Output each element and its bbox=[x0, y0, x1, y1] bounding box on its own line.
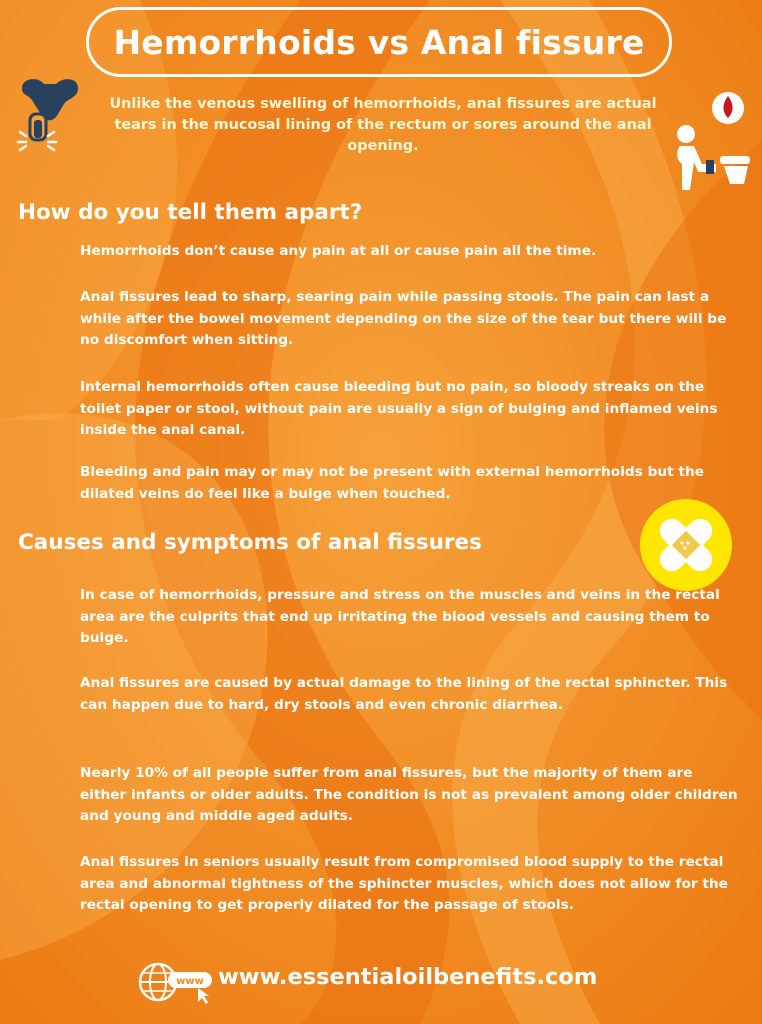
paragraph: Anal fissures lead to sharp, searing pain while passing stools. The pain can last a while after the bowel movement depending on the size of the tear but there will be no discomfort when sitting. bbox=[80, 289, 727, 348]
section-heading-2: Causes and symptoms of anal fissures bbox=[18, 530, 482, 555]
page-title: Hemorrhoids vs Anal fissure bbox=[113, 22, 645, 62]
section-heading-1: How do you tell them apart? bbox=[18, 200, 363, 225]
paragraph: Anal fissures in seniors usually result from compromised blood supply to the rectal area and abnormal tightness of the sphincter muscles, which does not allow for the rectal opening to get properly dilated for the passage of stools. bbox=[80, 854, 728, 913]
globe-label: www bbox=[176, 976, 204, 987]
person-on-toilet-icon bbox=[672, 90, 756, 194]
paragraph: Nearly 10% of all people suffer from anal fissures, but the majority of them are either infants or older adults. The condition is not as prevalent among older children and young and middle aged adults. bbox=[80, 765, 738, 824]
paragraph: Anal fissures are caused by actual damage to the lining of the rectal sphincter. This can happen due to hard, dry stools and even chronic diarrhea. bbox=[80, 675, 728, 713]
paragraph: Internal hemorrhoids often cause bleeding but no pain, so bloody streaks on the toilet paper or stool, without pain are usually a sign of bulging and inflamed veins inside the anal canal. bbox=[80, 379, 718, 438]
globe-icon bbox=[138, 960, 216, 1004]
colon-icon bbox=[14, 74, 84, 156]
intro-text: Unlike the venous swelling of hemorrhoids, anal fissures are actual tears in the mucosal lining of the rectum or sores around the anal opening. bbox=[109, 96, 657, 154]
paragraph: In case of hemorrhoids, pressure and stress on the muscles and veins in the rectal area are the culprits that end up irritating the blood vessels and causing them to bulge. bbox=[80, 587, 720, 646]
paragraph: Hemorrhoids don’t cause any pain at all or cause pain all the time. bbox=[80, 243, 597, 259]
bandage-icon bbox=[638, 497, 734, 593]
paragraph: Bleeding and pain may or may not be present with external hemorrhoids but the dilated veins do feel like a bulge when touched. bbox=[80, 464, 705, 502]
footer-url[interactable]: www.essentialoilbenefits.com bbox=[218, 964, 598, 990]
title-pill bbox=[86, 7, 672, 77]
